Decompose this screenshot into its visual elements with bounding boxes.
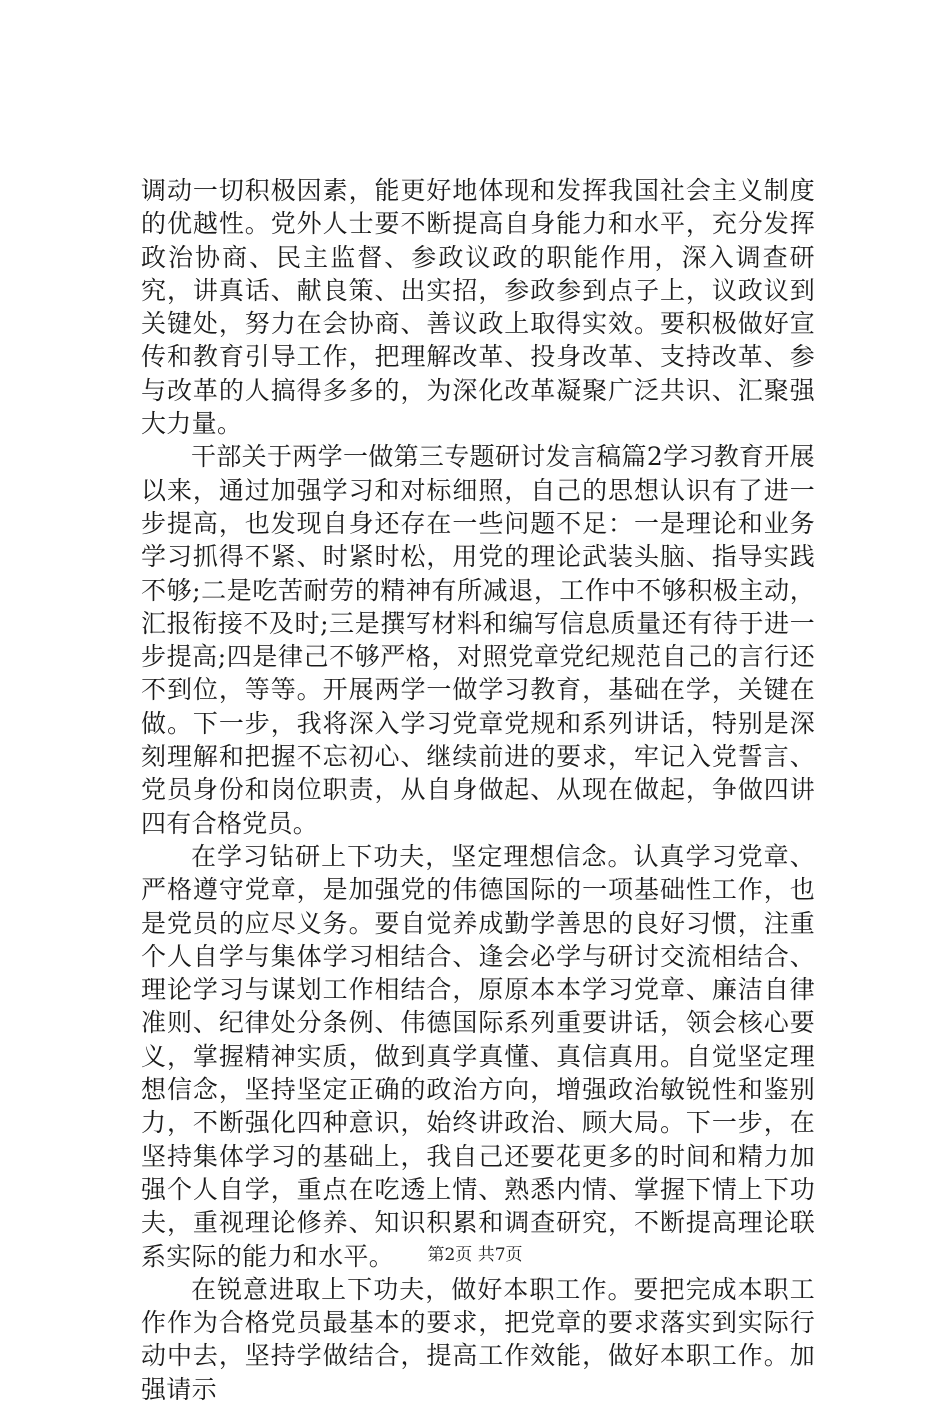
paragraph-2: 干部关于两学一做第三专题研讨发言稿篇2学习教育开展以来，通过加强学习和对标细照，自己的思想认识有了进一步提高，也发现自身还存在一些问题不足：一是理论和业务学习抓得不紧、时紧时松，用党的理论武装头脑、指导实践不够;二是吃苦耐劳的精神有所减退，工作中不够积极主动，汇报衔接不及时;三是撰写材料和编写信息质量还有待于进一步提高;四是律己不够严格，对照党章党纪规范自己的言行还不到位，等等。开展两学一做学习教育，基础在学，关键在做。下一步，我将深入学习党章党规和系列讲话，特别是深刻理解和把握不忘初心、继续前进的要求，牢记入党誓言、党员身份和岗位职责，从自身做起、从现在做起，争做四讲四有合格党员。	[141, 442, 815, 838]
paragraph-4: 在锐意进取上下功夫，做好本职工作。要把完成本职工作作为合格党员最基本的要求，把党章的要求落实到实际行动中去，坚持学做结合，提高工作效能，做好本职工作。加强请示	[141, 1274, 815, 1404]
document-body	[141, 174, 815, 1406]
paragraph-3: 在学习钻研上下功夫，坚定理想信念。认真学习党章、严格遵守党章，是加强党的伟德国际的一项基础性工作，也是党员的应尽义务。要自觉养成勤学善思的良好习惯，注重个人自学与集体学习相结合、逢会必学与研讨交流相结合、理论学习与谋划工作相结合，原原本本学习党章、廉洁自律准则、纪律处分条例、伟德国际系列重要讲话，领会核心要义，掌握精神实质，做到真学真懂、真信真用。自觉坚定理想信念，坚持坚定正确的政治方向，增强政治敏锐性和鉴别力，不断强化四种意识，始终讲政治、顾大局。下一步，在坚持集体学习的基础上，我自己还要花更多的时间和精力加强个人自学，重点在吃透上情、熟悉内情、掌握下情上下功夫，重视理论修养、知识积累和调查研究，不断提高理论联系实际的能力和水平。	[141, 841, 815, 1271]
paragraph-1: 调动一切积极因素，能更好地体现和发挥我国社会主义制度的优越性。党外人士要不断提高自身能力和水平，充分发挥政治协商、民主监督、参政议政的职能作用，深入调查研究，讲真话、献良策、出实招，参政参到点子上，议政议到关键处，努力在会协商、善议政上取得实效。要积极做好宣传和教育引导工作，把理解改革、投身改革、支持改革、参与改革的人搞得多多的，为深化改革凝聚广泛共识、汇聚强大力量。	[141, 176, 815, 439]
page-footer: 第2页 共7页	[427, 1245, 523, 1265]
